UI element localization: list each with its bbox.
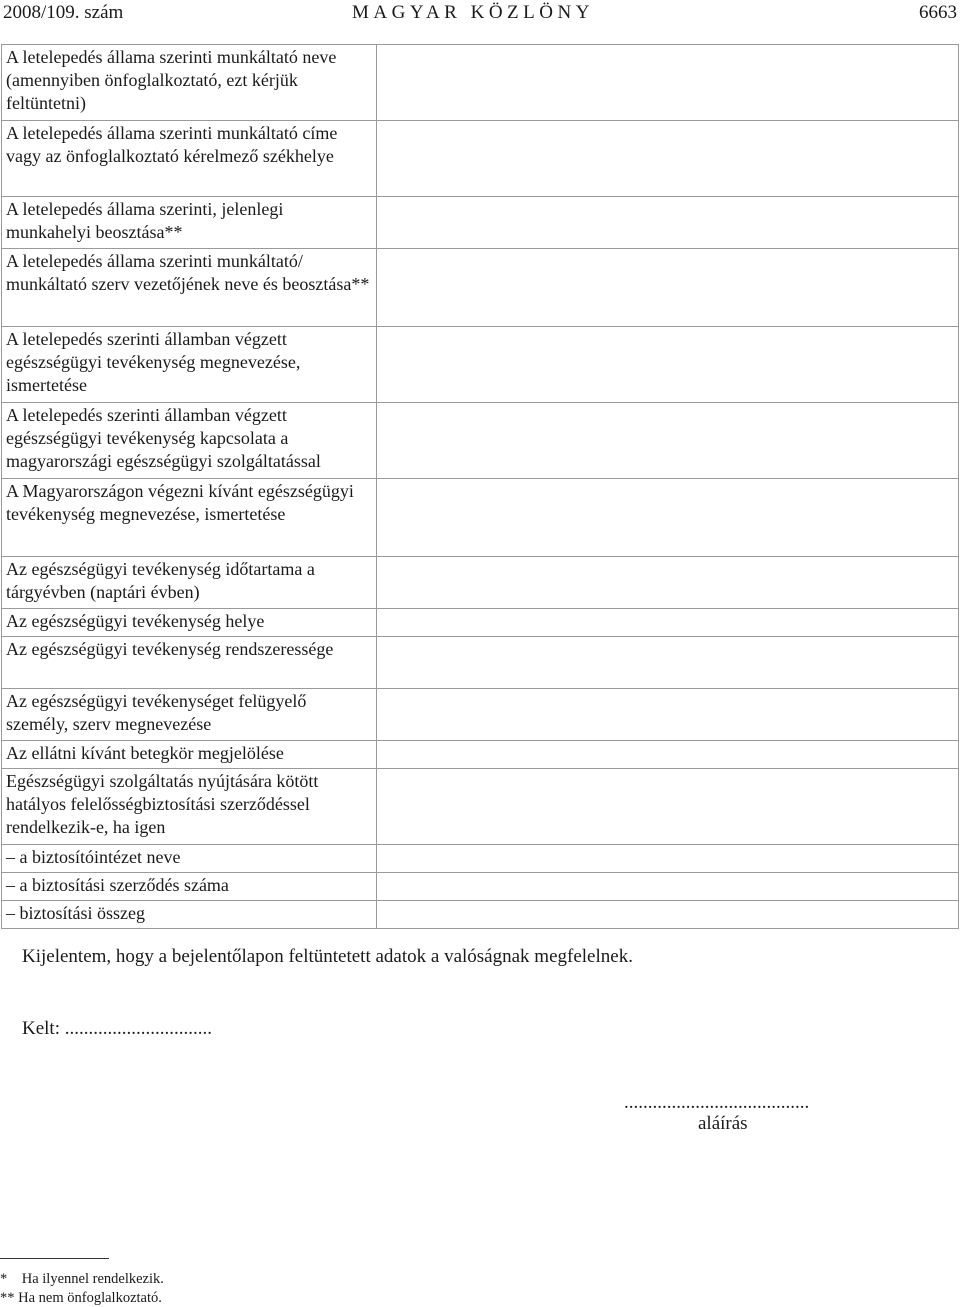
form-row [2, 557, 959, 609]
row-value-field[interactable] [377, 609, 959, 637]
row-label: A Magyarországon végezni kívánt egészségügyi tevékenység megnevezése, ismertetése [2, 479, 377, 557]
row-label: – a biztosítóintézet neve [2, 845, 377, 873]
row-value-field[interactable] [377, 845, 959, 873]
form-row [2, 845, 959, 873]
footnote-divider [0, 1258, 109, 1259]
page-number: 6663 [919, 2, 957, 23]
row-value-field[interactable] [377, 557, 959, 609]
row-value-field[interactable] [377, 769, 959, 845]
form-row [2, 741, 959, 769]
issue-number: 2008/109. szám [3, 2, 124, 23]
row-label: A letelepedés szerinti államban végzett egészségügyi tevékenység kapcsolata a magyarországi egészségügyi szolgáltatással [2, 403, 377, 479]
form-row [2, 479, 959, 557]
row-label: Az egészségügyi tevékenység időtartama a tárgyévben (naptári évben) [2, 557, 377, 609]
footnote: * Ha ilyennel rendelkezik. [0, 1271, 164, 1287]
row-label: A letelepedés állama szerinti munkáltató/ munkáltató szerv vezetőjének neve és beosztása** [2, 249, 377, 327]
form-row [2, 249, 959, 327]
form-row [2, 45, 959, 121]
row-label: Az egészségügyi tevékenység rendszeressége [2, 637, 377, 689]
row-value-field[interactable] [377, 901, 959, 929]
form-row [2, 769, 959, 845]
row-value-field[interactable] [377, 403, 959, 479]
row-value-field[interactable] [377, 327, 959, 403]
row-value-field[interactable] [377, 637, 959, 689]
declaration-form-table [1, 44, 959, 929]
row-label: A letelepedés állama szerinti munkáltató neve (amennyiben önfoglalkoztató, ezt kérjük feltüntetni) [2, 45, 377, 121]
row-label: – a biztosítási szerződés száma [2, 873, 377, 901]
row-label: Az ellátni kívánt betegkör megjelölése [2, 741, 377, 769]
form-row [2, 609, 959, 637]
publication-title: MAGYAR KÖZLÖNY [352, 2, 594, 23]
row-value-field[interactable] [377, 45, 959, 121]
signature-line[interactable]: ....................................... [624, 1092, 810, 1113]
form-row [2, 403, 959, 479]
row-value-field[interactable] [377, 197, 959, 249]
page-header [0, 0, 960, 30]
form-row [2, 873, 959, 901]
form-row [2, 121, 959, 197]
row-value-field[interactable] [377, 741, 959, 769]
date-place-field[interactable]: Kelt: ............................... [22, 1018, 212, 1039]
row-value-field[interactable] [377, 249, 959, 327]
row-label: A letelepedés állama szerinti munkáltató címe vagy az önfoglalkoztató kérelmező székhelye [2, 121, 377, 197]
form-row [2, 327, 959, 403]
form-row [2, 901, 959, 929]
row-value-field[interactable] [377, 479, 959, 557]
form-row [2, 637, 959, 689]
row-label: A letelepedés állama szerinti, jelenlegi munkahelyi beosztása** [2, 197, 377, 249]
signature-label: aláírás [698, 1113, 748, 1134]
row-value-field[interactable] [377, 121, 959, 197]
declaration-statement: Kijelentem, hogy a bejelentőlapon feltüntetett adatok a valóságnak megfelelnek. [22, 946, 633, 967]
row-value-field[interactable] [377, 873, 959, 901]
form-row [2, 689, 959, 741]
row-label: Az egészségügyi tevékenységet felügyelő személy, szerv megnevezése [2, 689, 377, 741]
row-label: A letelepedés szerinti államban végzett egészségügyi tevékenység megnevezése, ismertetése [2, 327, 377, 403]
row-label: Az egészségügyi tevékenység helye [2, 609, 377, 637]
row-label: Egészségügyi szolgáltatás nyújtására kötött hatályos felelősségbiztosítási szerződéssel rendelkezik-e, ha igen [2, 769, 377, 845]
form-row [2, 197, 959, 249]
row-label: – biztosítási összeg [2, 901, 377, 929]
row-value-field[interactable] [377, 689, 959, 741]
footnote: ** Ha nem önfoglalkoztató. [0, 1290, 162, 1306]
